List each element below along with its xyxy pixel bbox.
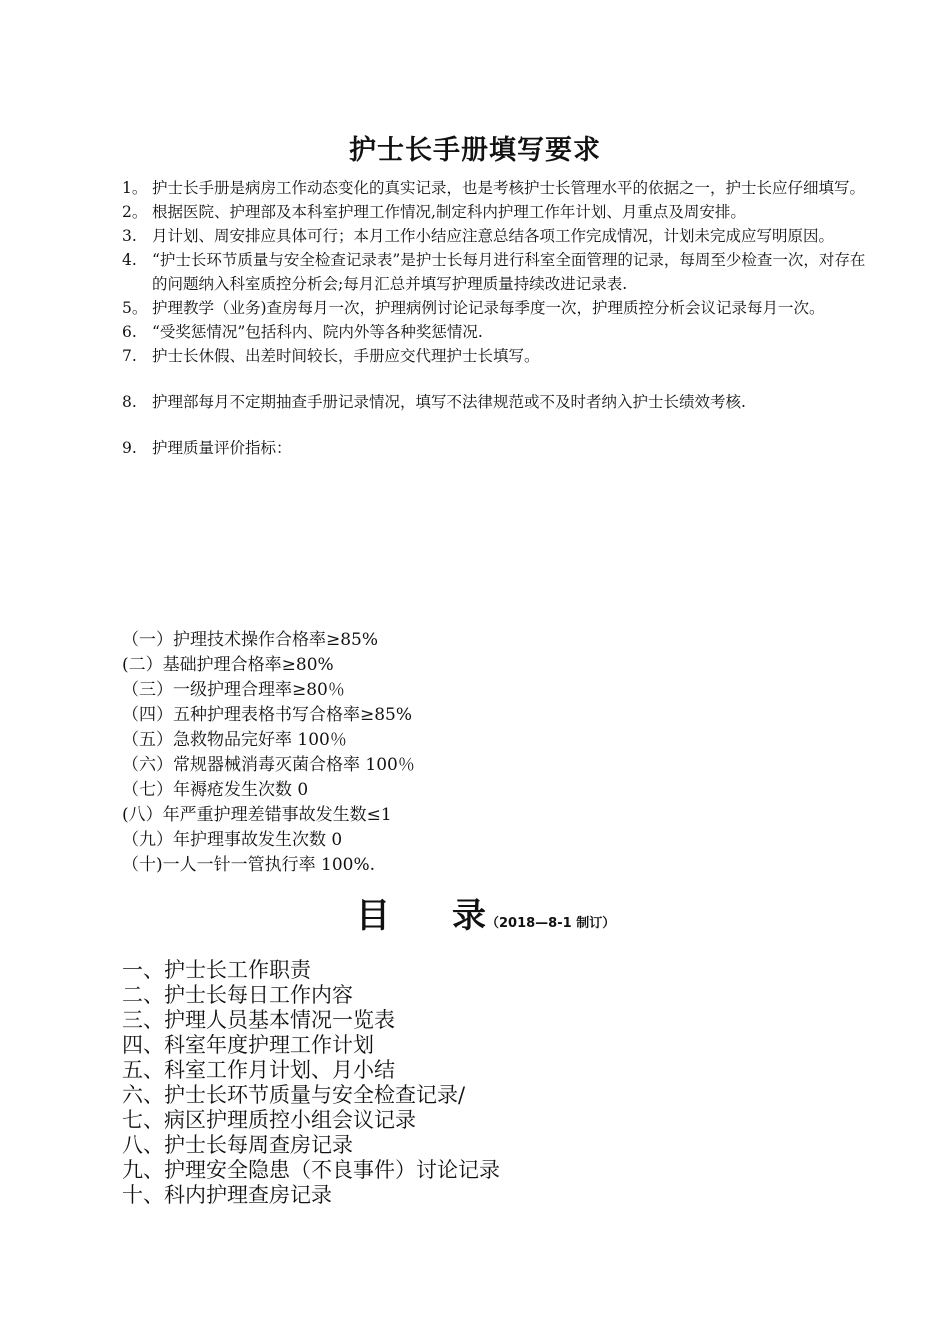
requirement-number: 8.: [122, 393, 137, 411]
requirement-number: 1。: [122, 179, 148, 197]
requirement-text: “受奖惩情况”包括科内、院内外等各种奖惩情况.: [152, 323, 483, 341]
quality-indicator: （五）急救物品完好率 100％: [122, 730, 347, 750]
requirement-text: 根据医院、护理部及本科室护理工作情况,制定科内护理工作年计划、月重点及周安排。: [152, 203, 746, 221]
quality-indicator: (二）基础护理合格率≥80%: [122, 655, 334, 675]
toc-heading-part1: 目: [356, 896, 390, 936]
requirement-text: 护士长休假、出差时间较长，手册应交代理护士长填写。: [152, 347, 540, 365]
requirement-number: 4.: [122, 251, 137, 269]
requirement-text: “护士长环节质量与安全检查记录表”是护士长每月进行科室全面管理的记录，每周至少检查一次，对存在的问题纳入科室质控分析会;每月汇总并填写护理质量持续改进记录表.: [152, 251, 866, 293]
toc-item: 五、科室工作月计划、月小结: [122, 1058, 395, 1082]
requirement-item: [122, 390, 872, 414]
quality-indicator: （十)一人一针一管执行率 100%.: [122, 855, 376, 875]
quality-indicator: （六）常规器械消毒灭菌合格率 100％: [122, 755, 415, 775]
page-title: 护士长手册填写要求: [349, 135, 601, 166]
toc-subtitle: （2018—8-1 制订）: [486, 916, 616, 931]
requirement-item: [122, 436, 872, 460]
table-of-contents: [122, 958, 500, 1208]
requirements-list: [122, 176, 872, 460]
requirement-number: 6.: [122, 323, 137, 341]
quality-indicator: (八）年严重护理差错事故发生数≤1: [122, 805, 392, 825]
toc-item: 一、护士长工作职责: [122, 958, 311, 982]
requirement-item: [122, 224, 872, 248]
toc-item: 二、护士长每日工作内容: [122, 983, 353, 1007]
toc-item: 八、护士长每周查房记录: [122, 1133, 353, 1157]
requirement-text: 护士长手册是病房工作动态变化的真实记录，也是考核护士长管理水平的依据之一，护士长应仔细填写。: [152, 179, 866, 197]
quality-indicator: （三）一级护理合理率≥80％: [122, 680, 345, 700]
requirement-item: [122, 200, 872, 224]
requirement-number: 2。: [122, 203, 148, 221]
quality-indicator: （九）年护理事故发生次数 0: [122, 830, 343, 850]
requirement-item: [122, 248, 872, 296]
toc-heading: [356, 888, 615, 937]
toc-item: 七、病区护理质控小组会议记录: [122, 1108, 416, 1132]
requirement-item: [122, 320, 872, 344]
toc-item: 十、科内护理查房记录: [122, 1183, 332, 1207]
toc-heading-part2: 录: [452, 896, 486, 936]
quality-indicators-list: [122, 628, 415, 878]
quality-indicator: （七）年褥疮发生次数 0: [122, 780, 309, 800]
requirement-number: 7.: [122, 347, 137, 365]
requirement-item: [122, 344, 872, 368]
requirement-item: [122, 296, 872, 320]
toc-item: 三、护理人员基本情况一览表: [122, 1008, 395, 1032]
requirement-text: 月计划、周安排应具体可行；本月工作小结应注意总结各项工作完成情况，计划未完成应写明原因。: [152, 227, 835, 245]
quality-indicator: （一）护理技术操作合格率≥85%: [122, 630, 379, 650]
toc-item: 四、科室年度护理工作计划: [122, 1033, 374, 1057]
requirement-text: 护理部每月不定期抽查手册记录情况，填写不法律规范或不及时者纳入护士长绩效考核.: [152, 393, 746, 411]
toc-item: 六、护士长环节质量与安全检查记录/: [122, 1083, 466, 1107]
requirement-number: 5。: [122, 299, 148, 317]
requirement-text: 护理质量评价指标：: [152, 439, 292, 457]
toc-item: 九、护理安全隐患（不良事件）讨论记录: [122, 1158, 500, 1182]
requirement-number: 3.: [122, 227, 137, 245]
quality-indicator: （四）五种护理表格书写合格率≥85%: [122, 705, 413, 725]
requirement-number: 9.: [122, 439, 137, 457]
requirement-text: 护理教学（业务)查房每月一次，护理病例讨论记录每季度一次，护理质控分析会议记录每月一次。: [152, 299, 825, 317]
requirement-item: [122, 176, 872, 200]
